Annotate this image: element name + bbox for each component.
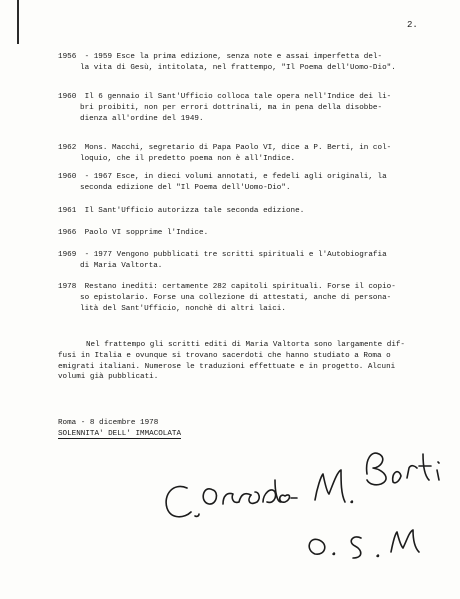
entry-year: 1960 [58, 93, 77, 101]
chronology-entry-1956 [58, 52, 448, 74]
entry-line: 1961 Il Sant'Ufficio autorizza tale seconda edizione. [58, 207, 305, 215]
chronology-entry-1978 [58, 282, 448, 314]
entry-line: loquio, che il predetto poema non è all'Indice. [80, 154, 296, 163]
entry-line: bri proibiti, non per errori dottrinali, ma in pena della disobbe- [80, 103, 383, 112]
entry-year: 1960 [58, 173, 77, 181]
feast-title: SOLENNITA' DELL' IMMACOLATA [58, 429, 182, 438]
paragraph-line: emigrati italiani. Numerose le traduzioni effettuate e in progetto. Alcuni [58, 362, 396, 371]
chronology-entry-1960-1967 [58, 172, 448, 194]
entry-year: 1969 [58, 251, 77, 259]
entry-line: dienza all'ordine del 1949. [80, 114, 204, 123]
dateline [58, 418, 181, 440]
chronology-entry-1969-1977 [58, 250, 448, 272]
entry-line: 1960 Il 6 gennaio il Sant'Ufficio colloca tale opera nell'Indice dei li- [58, 93, 392, 101]
entry-line: lità del Sant'Ufficio, nonchè di altri laici. [80, 304, 286, 313]
entry-line: 1956 - 1959 Esce la prima edizione, senza note e assai imperfetta del- [58, 53, 383, 61]
entry-line: di Maria Valtorta. [80, 261, 163, 270]
paragraph-line: volumi già pubblicati. [58, 373, 159, 382]
entry-line: 1966 Paolo VI sopprime l'Indice. [58, 229, 209, 237]
chronology-entry-1961 [58, 206, 448, 217]
entry-year: 1956 [58, 53, 77, 61]
closing-paragraph [58, 340, 458, 383]
entry-line: so epistolario. Forse una collezione di attestati, anche di persona- [80, 293, 392, 302]
entry-year: 1978 [58, 283, 77, 291]
entry-line: 1978 Restano inediti: certamente 282 capitoli spirituali. Forse il copio- [58, 283, 396, 291]
entry-line: seconda edizione del "Il Poema dell'Uomo-Dio". [80, 183, 291, 192]
entry-year: 1966 [58, 229, 77, 237]
chronology-entry-1966 [58, 228, 448, 239]
entry-line: 1969 - 1977 Vengono pubblicati tre scritti spirituali e l'Autobiografia [58, 251, 387, 259]
entry-line: 1962 Mons. Macchi, segretario di Papa Paolo VI, dice a P. Berti, in col- [58, 144, 392, 152]
entry-year: 1961 [58, 207, 77, 215]
entry-line: 1960 - 1967 Esce, in dieci volumi annotati, e fedeli agli originali, la [58, 173, 387, 181]
paragraph-line: fusi in Italia e ovunque si trovano sacerdoti che hanno studiato a Roma o [58, 351, 391, 360]
page-number: 2. [407, 20, 418, 30]
place-date: Roma - 8 dicembre 1978 [58, 419, 159, 427]
handwritten-signature [155, 440, 455, 580]
entry-line: la vita di Gesù, intitolata, nel frattempo, "Il Poema dell'Uomo-Dio". [80, 63, 396, 72]
entry-year: 1962 [58, 144, 77, 152]
margin-rule [17, 0, 19, 44]
paragraph-line: Nel frattempo gli scritti editi di Maria Valtorta sono largamente dif- [86, 341, 405, 349]
chronology-entry-1960 [58, 92, 448, 124]
chronology-entry-1962 [58, 143, 448, 165]
